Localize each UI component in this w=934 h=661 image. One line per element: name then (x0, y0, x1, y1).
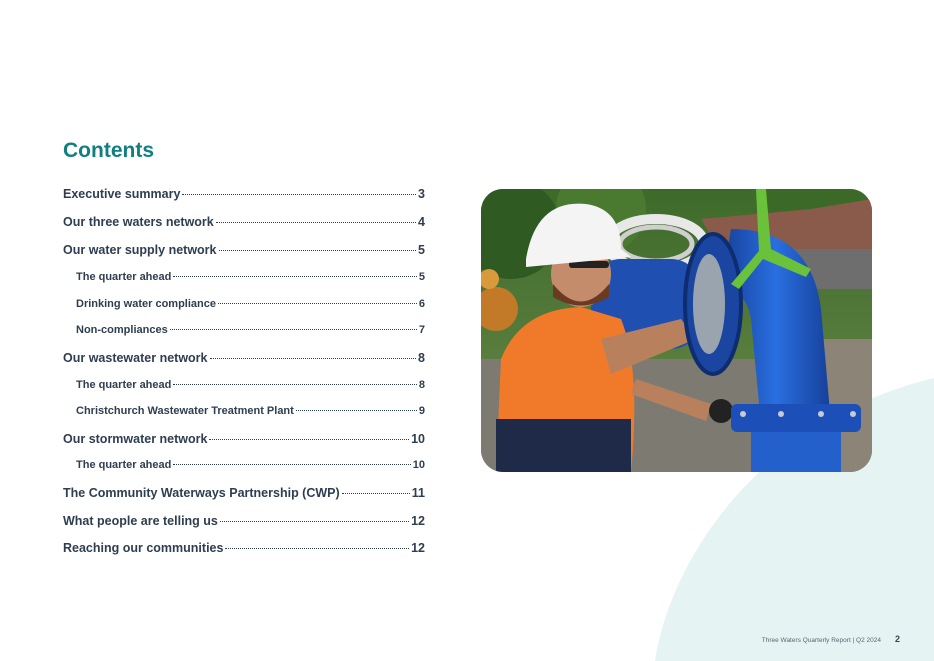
toc-entry-three-waters-network[interactable] (63, 215, 425, 229)
toc-entry-page: 5 (418, 271, 425, 283)
toc-entry-label: Executive summary (63, 187, 181, 201)
toc-subentry-non-compliances[interactable] (63, 324, 425, 336)
page-footer (700, 634, 900, 644)
toc-entry-label: The Community Waterways Partnership (CWP) (63, 486, 340, 500)
toc-entry-reaching-communities[interactable] (63, 541, 425, 555)
toc-subentry-water-quarter-ahead[interactable] (63, 271, 425, 283)
toc-entry-water-supply-network[interactable] (63, 243, 425, 257)
toc-entry-page: 7 (418, 324, 425, 336)
toc-leader-dots (218, 303, 417, 304)
toc-entry-page: 10 (411, 432, 425, 446)
toc-entry-label: Our stormwater network (63, 432, 208, 446)
toc-entry-label: Our wastewater network (63, 351, 208, 365)
toc-subentry-wastewater-quarter-ahead[interactable] (63, 379, 425, 391)
toc-entry-label: What people are telling us (63, 514, 218, 528)
toc-entry-label: Our three waters network (63, 215, 214, 229)
worker-photo (481, 189, 872, 472)
toc-entry-label: Christchurch Wastewater Treatment Plant (76, 405, 294, 417)
toc-entry-label: The quarter ahead (76, 271, 172, 283)
toc-entry-page: 5 (418, 243, 425, 257)
toc-entry-page: 3 (418, 187, 425, 201)
toc-entry-stormwater-network[interactable] (63, 432, 425, 446)
toc-entry-page: 4 (418, 215, 425, 229)
toc-subentry-stormwater-quarter-ahead[interactable] (63, 459, 425, 471)
toc-leader-dots (173, 464, 410, 465)
toc-leader-dots (296, 410, 417, 411)
toc-entry-label: Reaching our communities (63, 541, 224, 555)
toc-leader-dots (216, 222, 416, 223)
toc-leader-dots (170, 329, 417, 330)
toc-entry-label: Our water supply network (63, 243, 217, 257)
page-number: 2 (894, 634, 900, 644)
toc-leader-dots (342, 493, 410, 494)
contents-title: Contents (63, 139, 154, 162)
toc-entry-page: 8 (418, 351, 425, 365)
toc-entry-community-waterways[interactable] (63, 486, 425, 500)
footer-report-title: Three Waters Quarterly Report | Q2 2024 (761, 637, 881, 644)
toc-entry-wastewater-network[interactable] (63, 351, 425, 365)
toc-leader-dots (173, 384, 417, 385)
toc-entry-page: 12 (411, 514, 425, 528)
toc-entry-executive-summary[interactable] (63, 187, 425, 201)
toc-entry-page: 12 (411, 541, 425, 555)
toc-entry-page: 8 (418, 379, 425, 391)
toc-entry-label: The quarter ahead (76, 459, 172, 471)
toc-leader-dots (209, 439, 409, 440)
toc-subentry-drinking-water-compliance[interactable] (63, 298, 425, 310)
toc-entry-what-people-are-telling-us[interactable] (63, 514, 425, 528)
toc-leader-dots (219, 250, 417, 251)
toc-entry-page: 10 (412, 459, 425, 471)
toc-entry-page: 9 (418, 405, 425, 417)
toc-entry-label: The quarter ahead (76, 379, 172, 391)
toc-subentry-treatment-plant[interactable] (63, 405, 425, 417)
toc-leader-dots (210, 358, 417, 359)
toc-entry-label: Drinking water compliance (76, 298, 216, 310)
toc-entry-page: 11 (411, 486, 425, 500)
toc-entry-label: Non-compliances (76, 324, 168, 336)
toc-leader-dots (182, 194, 416, 195)
toc-leader-dots (220, 521, 409, 522)
toc-leader-dots (173, 276, 417, 277)
toc-leader-dots (225, 548, 409, 549)
toc-entry-page: 6 (418, 298, 425, 310)
